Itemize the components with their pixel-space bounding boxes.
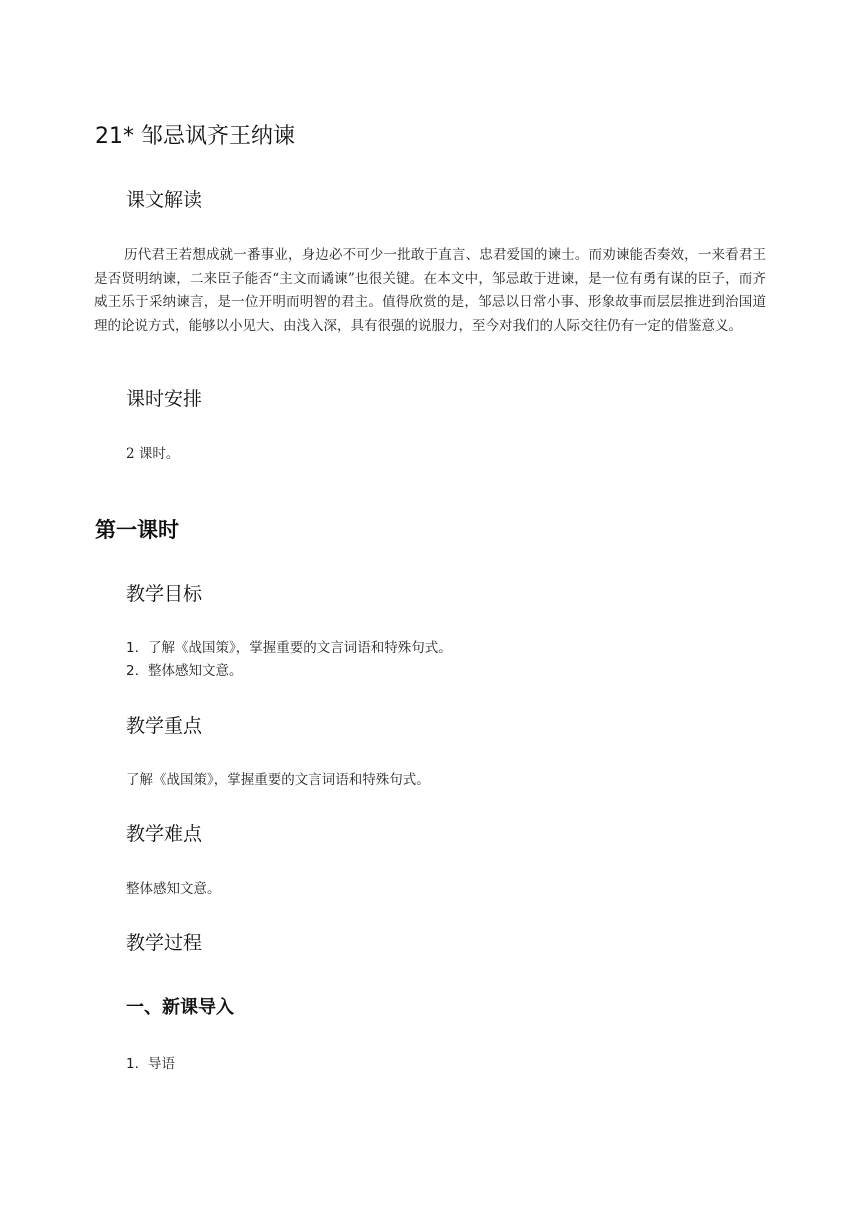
schedule-text: 2 课时。 — [126, 446, 180, 462]
section-heading-schedule: 课时安排 — [126, 388, 203, 410]
intro-item-1 — [126, 1054, 175, 1074]
goal-item-1 — [126, 638, 452, 658]
section-heading-process: 教学过程 — [126, 932, 203, 954]
goal-text: 整体感知文意。 — [148, 663, 243, 679]
difficulties-text: 整体感知文意。 — [126, 881, 221, 897]
key-points-text: 了解《战国策》，掌握重要的文言词语和特殊句式。 — [126, 772, 430, 788]
document-title: 21* 邹忌讽齐王纳谏 — [95, 124, 295, 149]
section-heading-goals: 教学目标 — [126, 583, 203, 605]
goal-text: 了解《战国策》，掌握重要的文言词语和特殊句式。 — [148, 640, 452, 656]
section-heading-reading: 课文解读 — [126, 189, 203, 211]
goal-number: 2. — [126, 663, 139, 679]
goal-item-2 — [126, 661, 243, 681]
lesson-heading: 第一课时 — [95, 518, 179, 542]
reading-paragraph: 历代君王若想成就一番事业，身边必不可少一批敢于直言、忠君爱国的谏士。而劝谏能否奏效，一来看君王是否贤明纳谏，二来臣子能否“主文而谲谏”也很关键。在本文中，邹忌敢于进谏，是一位有勇有谋的臣子，而齐威王乐于采纳谏言，是一位开明而明智的君主。值得欣赏的是，邹忌以日常小事、形象故事而层层推进到治国道理的论说方式，能够以小见大、由浅入深，具有很强的说服力，至今对我们的人际交往仍有一定的借鉴意义。 — [94, 247, 766, 334]
section-heading-key-points: 教学重点 — [126, 715, 203, 737]
subsection-heading-intro: 一、新课导入 — [126, 997, 234, 1018]
section-heading-difficulties: 教学难点 — [126, 823, 203, 845]
goal-number: 1. — [126, 640, 139, 656]
intro-text: 导语 — [148, 1056, 175, 1072]
intro-number: 1. — [126, 1056, 139, 1072]
